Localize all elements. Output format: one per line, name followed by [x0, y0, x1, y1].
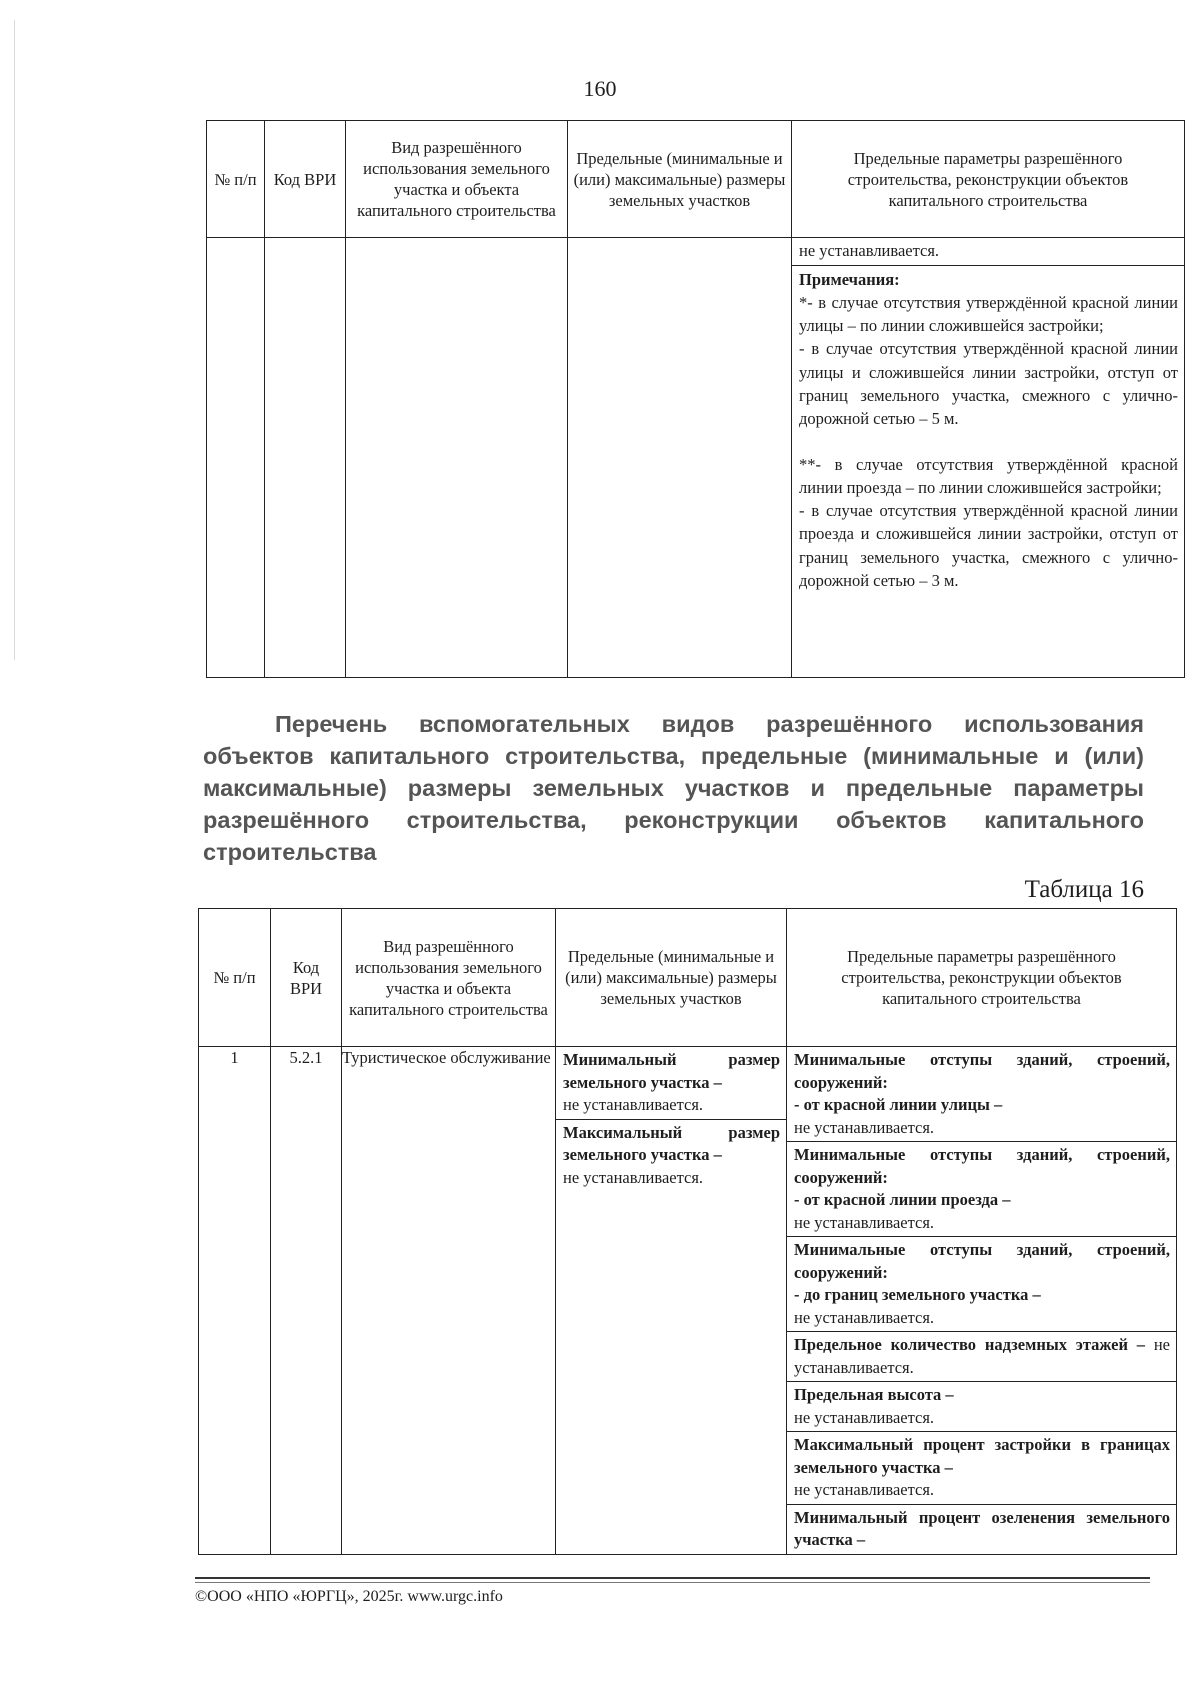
param-block — [787, 1237, 1176, 1332]
param-block — [787, 1432, 1176, 1505]
param-label: Минимальные отступы зданий, строений, сооружений: — [794, 1145, 1170, 1187]
section-heading: Перечень вспомогательных видов разрешённого использования объектов капитального строительства, предельные (минимальные и (или) максимальные) размеры земельных участков и предельные параметры разрешённого строительства, реконструкции объектов капитального строительства — [203, 711, 1144, 865]
param-block — [787, 1332, 1176, 1382]
size-label: Минимальный размер земельного участка – — [563, 1050, 780, 1092]
size-label: Максимальный размер земельного участка – — [563, 1122, 780, 1164]
param-value: не устанавливается. — [794, 1117, 935, 1137]
param-label: Предельная высота – — [794, 1385, 954, 1404]
param-block — [787, 1047, 1176, 1142]
param-block — [787, 1142, 1176, 1237]
param-label: Предельное количество надземных этажей – — [794, 1335, 1146, 1354]
param-value: не устанавливается. — [794, 1335, 1170, 1377]
param-label: Минимальный процент озеленения земельного участка – — [794, 1507, 1170, 1549]
param-label: Минимальные отступы зданий, строений, сооружений: — [794, 1050, 1170, 1092]
row-num: 1 — [199, 1047, 271, 1555]
param-sublabel: - от красной линии проезда – — [794, 1190, 1011, 1209]
empty-cell — [568, 238, 792, 678]
header-code: Код ВРИ — [271, 909, 342, 1047]
header-params: Предельные параметры разрешённого строительства, реконструкции объектов капитального строительства — [787, 909, 1177, 1047]
notes-title: Примечания: — [799, 269, 900, 289]
header-params: Предельные параметры разрешённого строительства, реконструкции объектов капитального строительства — [792, 121, 1185, 238]
param-value: не устанавливается. — [794, 1212, 935, 1232]
table-caption: Таблица 16 — [1024, 876, 1144, 903]
row-code: 5.2.1 — [271, 1047, 342, 1555]
size-block — [556, 1120, 786, 1192]
header-vid: Вид разрешённого использования земельного участка и объекта капитального строительства — [342, 909, 556, 1047]
param-sublabel: - до границ земельного участка – — [794, 1285, 1041, 1304]
note-item: - в случае отсутствия утверждённой красной линии улицы и сложившейся линии застройки, отступ от границ земельного участка, смежного с улично-дорожной сетью – 5 м. — [799, 339, 1178, 429]
header-vid: Вид разрешённого использования земельного участка и объекта капитального строительства — [346, 121, 568, 238]
param-label: Минимальные отступы зданий, строений, сооружений: — [794, 1240, 1170, 1282]
row-vid: Туристическое обслуживание — [342, 1047, 556, 1555]
table-16 — [198, 908, 1177, 1555]
empty-cell — [265, 238, 346, 678]
header-num: № п/п — [207, 121, 265, 238]
note-item: - в случае отсутствия утверждённой красной линии проезда и сложившейся линии застройки, отступ от границ земельного участка, смежного с улично-дорожной сетью – 3 м. — [799, 501, 1178, 591]
page-number: 160 — [583, 76, 617, 101]
params-cell — [792, 238, 1185, 678]
footer-rule — [195, 1577, 1150, 1579]
param-block — [787, 1382, 1176, 1432]
size-value: не устанавливается. — [563, 1167, 704, 1187]
note-item: *- в случае отсутствия утверждённой красной линии улицы – по линии сложившейся застройки; — [799, 292, 1178, 336]
sizes-cell — [556, 1047, 787, 1555]
header-num: № п/п — [199, 909, 271, 1047]
param-value: не устанавливается. — [794, 1407, 935, 1427]
size-value: не устанавливается. — [563, 1095, 704, 1114]
footer-copyright: ©ООО «НПО «ЮРГЦ», 2025г. www.urgc.info — [195, 1588, 503, 1605]
table-continuation — [206, 120, 1185, 678]
empty-cell — [207, 238, 265, 678]
empty-cell — [346, 238, 568, 678]
param-label: Максимальный процент застройки в границах земельного участка – — [794, 1435, 1170, 1477]
param-value: не устанавливается. — [794, 1480, 935, 1499]
fragment-text: не устанавливается. — [799, 241, 940, 260]
note-item: **- в случае отсутствия утверждённой красной линии проезда – по линии сложившейся застройки; — [799, 454, 1178, 497]
header-sizes: Предельные (минимальные и (или) максимальные) размеры земельных участков — [556, 909, 787, 1047]
header-sizes: Предельные (минимальные и (или) максимальные) размеры земельных участков — [568, 121, 792, 238]
param-sublabel: - от красной линии улицы – — [794, 1095, 1003, 1114]
param-block — [787, 1505, 1176, 1554]
size-block — [556, 1047, 786, 1120]
header-code: Код ВРИ — [265, 121, 346, 238]
param-value: не устанавливается. — [794, 1307, 935, 1327]
scan-edge-mark — [14, 20, 15, 660]
params-cell — [787, 1047, 1177, 1555]
footer-rule — [195, 1582, 1150, 1583]
